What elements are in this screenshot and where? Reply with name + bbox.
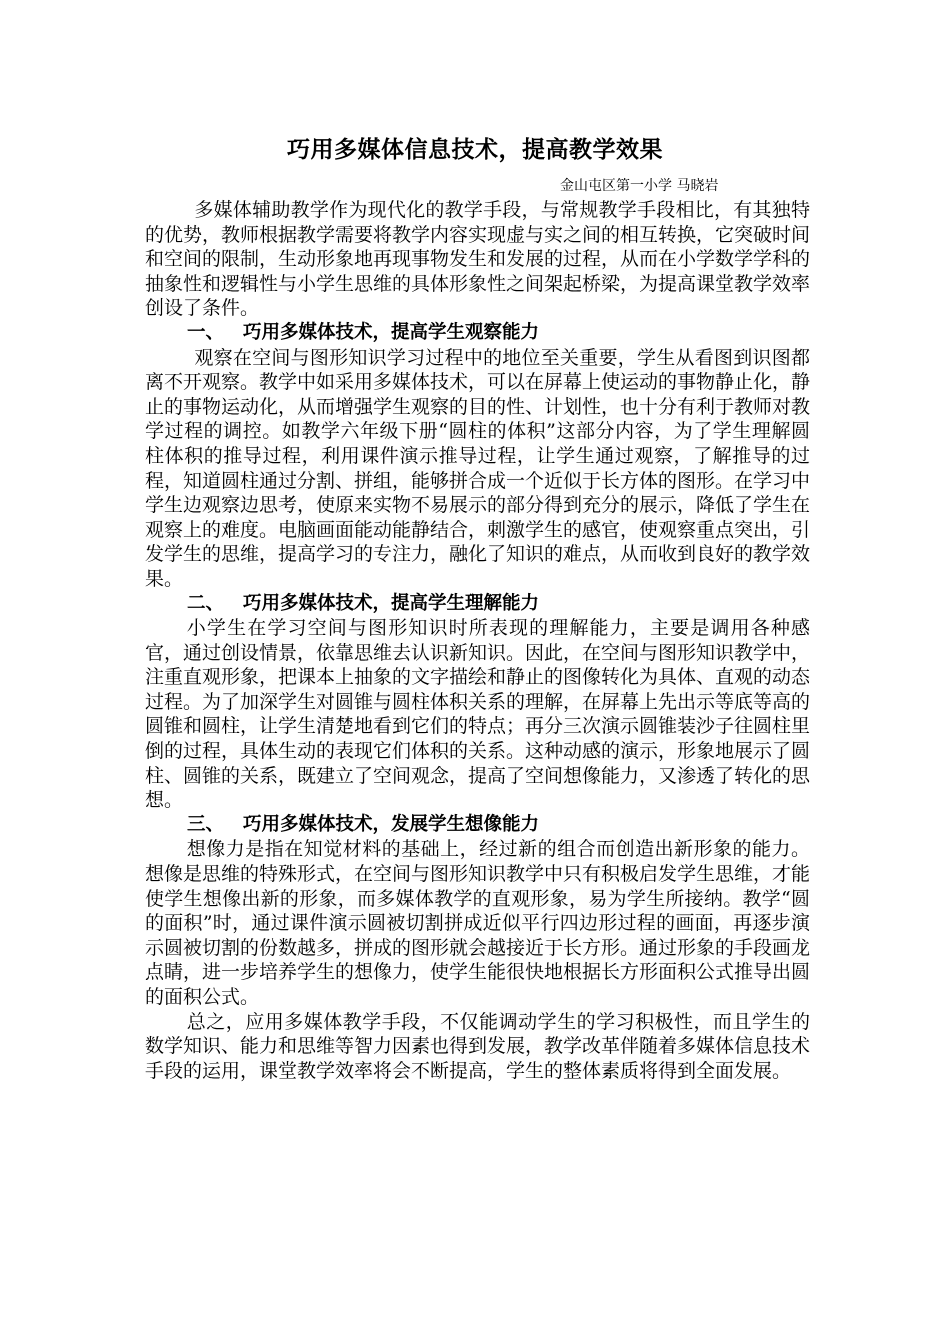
intro-paragraph: 多媒体辅助教学作为现代化的教学手段，与常规教学手段相比，有其独特的优势，教师根据教学需要将教学内容实现虚与实之间的相互转换，它突破时间和空间的限制，生动形象地再现事物发生和发展的过程，从而在小学数学学科的抽象性和逻辑性与小学生思维的具体形象性之间架起桥梁，为提高课堂教学效率创设了条件。 [145, 199, 811, 320]
section-heading-text: 巧用多媒体技术，发展学生想像能力 [243, 813, 540, 835]
section-1-paragraph: 观察在空间与图形知识学习过程中的地位至关重要，学生从看图到识图都离不开观察。教学中如采用多媒体技术，可以在屏幕上使运动的事物静止化，静止的事物运动化，从而增强学生观察的目的性、计划性，也十分有利于教师对教学过程的调控。如教学六年级下册“圆柱的体积”这部分内容，为了学生理解圆柱体积的推导过程，利用课件演示推导过程，让学生通过观察，了解推导的过程，知道圆柱通过分割、拼组，能够拼合成一个近似于长方体的图形。在学习中学生边观察边思考，使原来实物不易展示的部分得到充分的展示，降低了学生在观察上的难度。电脑画面能动能静结合，刺激学生的感官，使观察重点突出，引发学生的思维，提高学习的专注力，融化了知识的难点，从而收到良好的教学效果。 [145, 346, 811, 590]
document-body [145, 198, 810, 1083]
author-line: 金山屯区第一小学 马晓岩 [560, 178, 719, 194]
section-number: 二、 [187, 592, 225, 614]
conclusion-paragraph: 总之，应用多媒体教学手段，不仅能调动学生的学习积极性，而且学生的数学知识、能力和思维等智力因素也得到发展，教学改革伴随着多媒体信息技术手段的运用，课堂教学效率将会不断提高，学生的整体素质将得到全面发展。 [145, 1010, 811, 1082]
section-heading-3 [145, 813, 810, 838]
section-heading-text: 巧用多媒体技术，提高学生观察能力 [243, 321, 540, 343]
section-heading-1 [145, 321, 810, 346]
document-title: 巧用多媒体信息技术，提高教学效果 [287, 137, 663, 163]
section-heading-2 [145, 592, 810, 617]
section-heading-text: 巧用多媒体技术，提高学生理解能力 [243, 592, 540, 614]
section-number: 一、 [187, 321, 225, 343]
section-number: 三、 [187, 813, 225, 835]
section-2-paragraph: 小学生在学习空间与图形知识时所表现的理解能力，主要是调用各种感官，通过创设情景，依靠思维去认识新知识。因此，在空间与图形知识教学中，注重直观形象，把课本上抽象的文字描绘和静止的图像转化为具体、直观的动态过程。为了加深学生对圆锥与圆柱体积关系的理解，在屏幕上先出示等底等高的圆锥和圆柱，让学生清楚地看到它们的特点；再分三次演示圆锥装沙子往圆柱里倒的过程，具体生动的表现它们体积的关系。这种动感的演示，形象地展示了圆柱、圆锥的关系，既建立了空间观念，提高了空间想像能力，又渗透了转化的思想。 [145, 617, 811, 812]
section-3-paragraph: 想像力是指在知觉材料的基础上，经过新的组合而创造出新形象的能力。想像是思维的特殊形式，在空间与图形知识教学中只有积极启发学生思维，才能使学生想像出新的形象，而多媒体教学的直观形象，易为学生所接纳。教学“圆的面积”时，通过课件演示圆被切割拼成近似平行四边形过程的画面，再逐步演示圆被切割的份数越多，拼成的图形就会越接近于长方形。通过形象的手段画龙点睛，进一步培养学生的想像力，使学生能很快地根据长方形面积公式推导出圆的面积公式。 [145, 838, 811, 1008]
